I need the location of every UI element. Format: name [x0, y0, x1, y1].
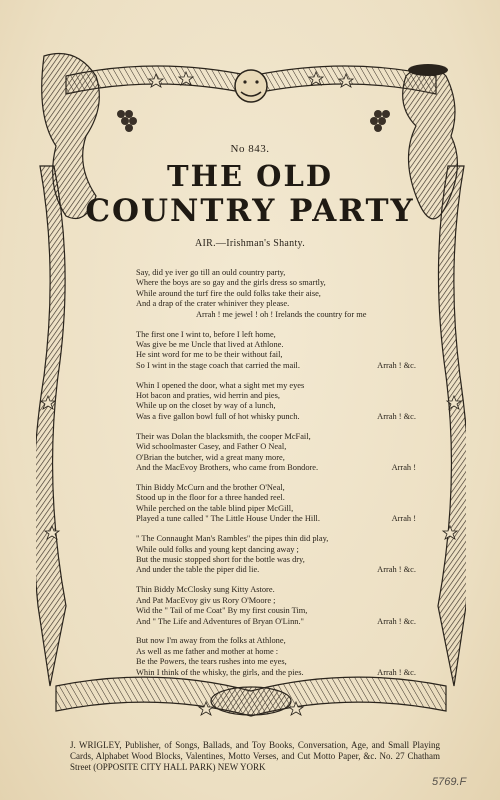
bottom-wreath [211, 687, 291, 715]
verse-line-text: Was a five gallon bowl full of hot whisky punch. [136, 411, 300, 421]
right-figure-hat [408, 64, 448, 76]
verse-line: While around the turf fire the ould folks take their aise, [136, 288, 321, 298]
verse-line [136, 412, 416, 422]
verse-line [136, 565, 416, 575]
verse-line: Was give be me Uncle that lived at Athlone. [136, 339, 284, 349]
verse-line [136, 617, 416, 627]
verse-line: While perched on the table blind piper McGill, [136, 503, 294, 513]
publisher-imprint: J. WRIGLEY, Publisher, of Songs, Ballads, and Toy Books, Conversation, Age, and Small Playing Cards, Alphabet Wood Blocks, Valentines, Motto Verses, and Cut Motto Paper, &c. No. 27 Chatham Street (OPPOSITE CITY HALL PARK) NEW YORK [70, 740, 440, 772]
verse-line: Stood up in the floor for a three handed reel. [136, 493, 285, 503]
verse-line: Whin I opened the door, what a sight met my eyes [136, 380, 305, 390]
verse-line: O'Brian the butcher, wid a great many more, [136, 452, 285, 462]
verse-line: Where the boys are so gay and the girls dress so smartly, [136, 278, 326, 288]
refrain-mark: Arrah ! &c. [377, 565, 416, 575]
verse-line: Be the Powers, the tears rushes into me eyes, [136, 657, 287, 667]
title-line-2: COUNTRY PARTY [85, 193, 415, 229]
verse-chorus-line: Arrah ! me jewel ! oh ! Irelands the country for me [196, 309, 367, 319]
title-line-1: THE OLD [167, 159, 333, 193]
verse-line-text: And " The Life and Adventures of Bryan O'Linn." [136, 616, 304, 626]
verse-line [136, 361, 416, 371]
verse-line: Their was Dolan the blacksmith, the cooper McFail, [136, 431, 311, 441]
verse [136, 585, 416, 627]
verse-line: " The Connaught Man's Rambles" the pipes thin did play, [136, 534, 329, 544]
verse-line: Say, did ye iver go till an ould country party, [136, 268, 286, 277]
verse-line: Wid the " Tail of me Coat" By my first cousin Tim, [136, 606, 308, 616]
verse-line-text: And the MacEvoy Brothers, who came from Bondore. [136, 463, 319, 473]
top-face [235, 70, 267, 102]
verse-line-text: Whin I think of the whisky, the girls, and the pies. [136, 667, 304, 677]
verse-line: While up on the closet by way of a lunch, [136, 401, 276, 411]
verse [136, 268, 416, 320]
air-note: AIR.—Irishman's Shanty. [195, 238, 305, 249]
refrain-mark: Arrah ! &c. [377, 360, 416, 370]
verse-line: And a drap of the crater whiniver they please. [136, 299, 290, 309]
verse-line: While ould folks and young kept dancing away ; [136, 544, 299, 554]
refrain-mark: Arrah ! &c. [377, 667, 416, 677]
grape-cluster-left [117, 110, 137, 132]
verse-line [136, 668, 416, 678]
verse [136, 483, 416, 525]
refrain-mark: Arrah ! &c. [377, 411, 416, 421]
verse-line: He sint word for me to be their without fail, [136, 350, 283, 360]
verse-line-text: And under the table the piper did lie. [136, 565, 260, 575]
verse-line: And Pat MacEvoy giv us Rory O'Moore ; [136, 595, 276, 605]
verse [136, 534, 416, 576]
verse-line-text: Played a tune called " The Little House Under the Hill. [136, 514, 320, 524]
verse [136, 432, 416, 474]
verse-line: Hot bacon and praties, wid herrin and pies, [136, 391, 280, 401]
verse-line [136, 463, 416, 473]
verse-line: The first one I wint to, before I left home, [136, 329, 276, 339]
grape-cluster-right [370, 110, 390, 132]
verse-line: As well as me father and mother at home : [136, 646, 279, 656]
verse-line: Thin Biddy McClosky sung Kitty Astore. [136, 585, 275, 595]
verses-container [136, 268, 416, 688]
verse-line-text: So I wint in the stage coach that carried the mail. [136, 360, 300, 370]
verse-line [136, 514, 416, 524]
refrain-mark: Arrah ! [391, 514, 416, 524]
verse [136, 381, 416, 423]
verse [136, 330, 416, 372]
verse-line: Wid schoolmaster Casey, and Father O Neal, [136, 442, 287, 452]
refrain-mark: Arrah ! [391, 463, 416, 473]
verse-line: Thin Biddy McCurn and the brother O'Neal, [136, 483, 285, 493]
song-number: No 843. [230, 143, 270, 155]
verse-line: But now I'm away from the folks at Athlone, [136, 636, 286, 646]
refrain-mark: Arrah ! &c. [377, 616, 416, 626]
catalog-mark: 5769.F [432, 776, 467, 788]
verse [136, 636, 416, 678]
verse-line: But the music stopped short for the bottle was dry, [136, 554, 305, 564]
